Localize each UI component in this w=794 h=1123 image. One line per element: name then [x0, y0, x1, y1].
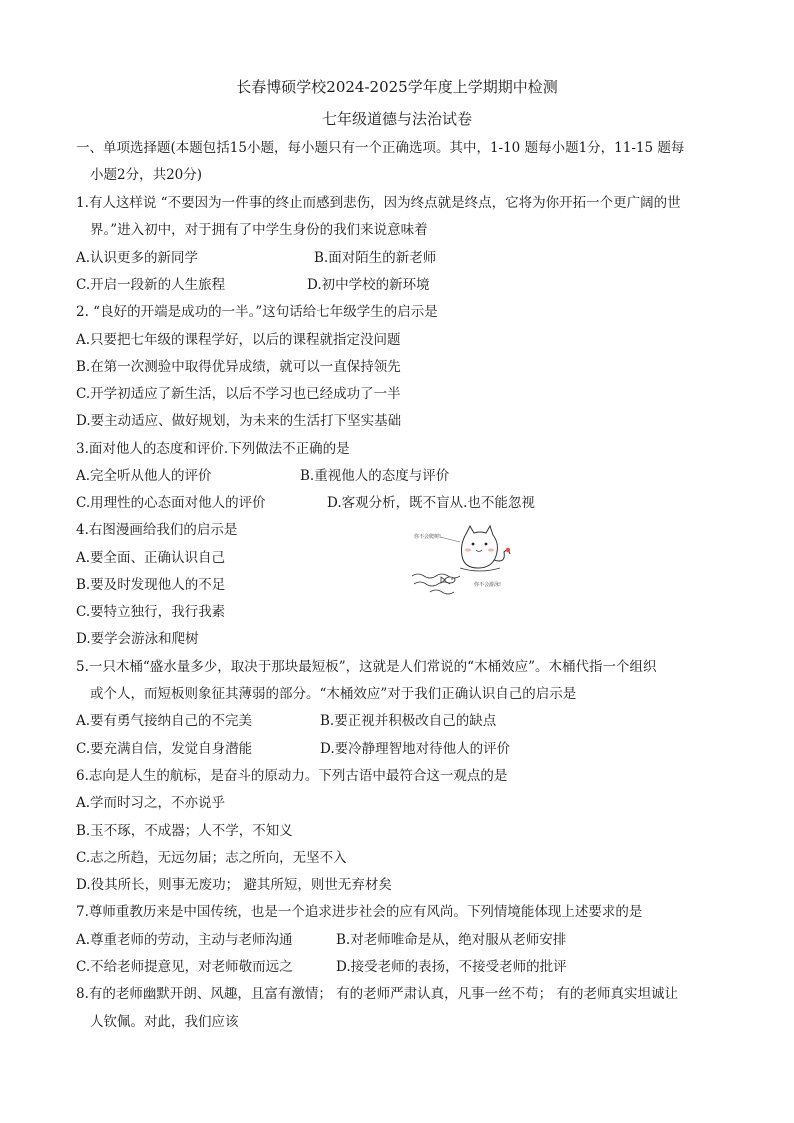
q1-option-b: B.面对陌生的新老师: [314, 250, 437, 266]
q2-stem: 2. “良好的开端是成功的一半。”这句话给七年级学生的启示是: [76, 304, 438, 320]
q6-option-b: B.玉不琢，不成器；人不学，不知义: [76, 823, 293, 839]
q2-option-d: D.要主动适应、做好规划，为未来的生活打下坚实基础: [76, 413, 402, 429]
q4-option-d: D.要学会游泳和爬树: [76, 631, 199, 647]
q2-option-b: B.在第一次测验中取得优异成绩，就可以一直保持领先: [76, 359, 401, 375]
q2-option-c: C.开学初适应了新生活，以后不学习也已经成功了一半: [76, 386, 401, 402]
q5-option-c: C.要充满自信，发觉自身潜能: [76, 741, 253, 757]
q5-option-d: D.要冷静理智地对待他人的评价: [320, 741, 511, 757]
cartoon-speech-top: 你不会爬树!: [414, 534, 442, 540]
section-instructions-cont: 小题2分，共20分): [90, 167, 203, 183]
q5-option-b: B.要正视并积极改自己的缺点: [320, 713, 497, 729]
q3-option-c: C.用理性的心态面对他人的评价: [76, 495, 266, 511]
q5-stem-cont: 或个人，而短板则象征其薄弱的部分。“木桶效应”对于我们正确认识自己的启示是: [90, 686, 577, 702]
q4-stem: 4.右图漫画给我们的启示是: [76, 522, 238, 538]
q1-option-d: D.初中学校的新环境: [307, 277, 430, 293]
q4-option-b: B.要及时发现他人的不足: [76, 577, 226, 593]
exam-title: 长春博硕学校2024-2025学年度上学期期中检测: [236, 78, 558, 96]
q5-stem: 5.一只木桶“盛水量多少，取决于那块最短板”，这就是人们常说的“木桶效应”。木桶代指一个组织: [76, 659, 657, 675]
q1-option-a: A.认识更多的新同学: [76, 250, 199, 266]
q8-stem-cont: 人钦佩。对此，我们应该: [90, 1014, 239, 1030]
q4-option-c: C.要特立独行，我行我素: [76, 604, 226, 620]
q3-option-a: A.完全听从他人的评价: [76, 468, 212, 484]
q7-option-a: A.尊重老师的劳动，主动与老师沟通: [76, 932, 293, 948]
q7-stem: 7.尊师重教历来是中国传统，也是一个追求进步社会的应有风尚。下列情境能体现上述要求的是: [76, 904, 643, 920]
q7-option-d: D.接受老师的表扬，不接受老师的批评: [336, 959, 567, 975]
cartoon-speech-bottom: 你不会游泳!: [474, 582, 502, 588]
section-instructions: 一、单项选择题(本题包括15小题，每小题只有一个正确选项。其中，1-10 题每小题1分，11-15 题每: [76, 140, 685, 156]
q1-stem-cont: 界。”进入初中，对于拥有了中学生身份的我们来说意味着: [90, 222, 428, 238]
q4-option-a: A.要全面、正确认识自己: [76, 550, 226, 566]
q6-option-c: C.志之所趋，无远勿届；志之所向，无坚不入: [76, 850, 347, 866]
q6-stem: 6.志向是人生的航标，是奋斗的原动力。下列古语中最符合这一观点的是: [76, 768, 508, 784]
q6-option-d: D.役其所长，则事无废功； 避其所短，则世无弃材矣: [76, 877, 392, 893]
cat-fish-cartoon-image: [410, 522, 522, 598]
q2-option-a: A.只要把七年级的课程学好，以后的课程就指定没问题: [76, 332, 401, 348]
q7-option-b: B.对老师唯命是从，绝对服从老师安排: [336, 932, 567, 948]
exam-subtitle: 七年级道德与法治试卷: [321, 110, 472, 128]
q3-stem: 3.面对他人的态度和评价.下列做法不正确的是: [76, 441, 350, 457]
q7-option-c: C.不给老师提意见，对老师敬而远之: [76, 959, 293, 975]
q1-option-c: C.开启一段新的人生旅程: [76, 277, 226, 293]
q8-stem: 8.有的老师幽默开朗、风趣，且富有激情； 有的老师严肃认真，凡事一丝不苟； 有的老师真实坦诚让: [76, 986, 678, 1002]
q3-option-d: D.客观分析，既不盲从.也不能忽视: [327, 495, 535, 511]
q6-option-a: A.学而时习之，不亦说乎: [76, 795, 226, 811]
q1-stem: 1.有人这样说 “不要因为一件事的终止而感到悲伤，因为终点就是终点，它将为你开拓一个更广阔的世: [76, 195, 681, 211]
q5-option-a: A.要有勇气接纳自己的不完美: [76, 713, 253, 729]
q3-option-b: B.重视他人的态度与评价: [300, 468, 450, 484]
